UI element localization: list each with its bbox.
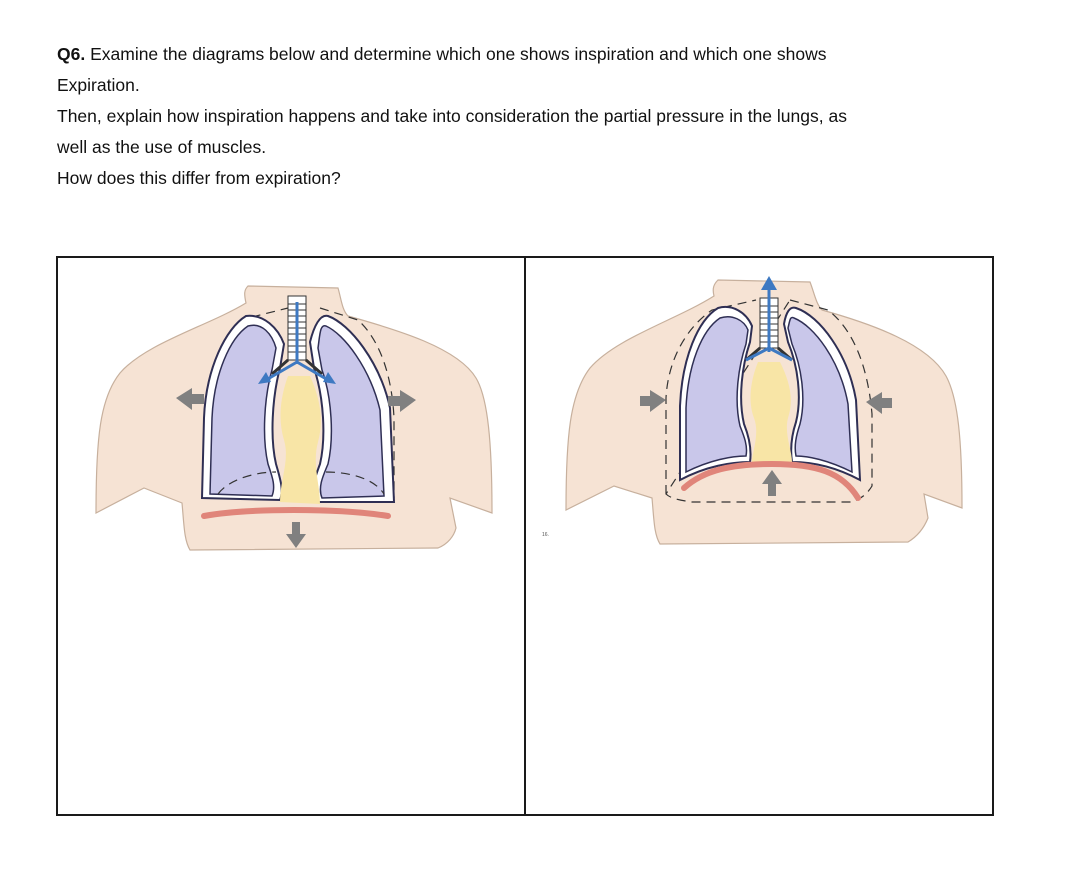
inspiration-diagram [58,258,526,558]
answer-cell-right[interactable] [524,258,992,814]
mediastinum [751,362,792,462]
cell-mark: 16. [542,532,549,538]
question-line-2: Expiration. [57,75,140,95]
mediastinum [280,376,321,504]
question-intro: Examine the diagrams below and determine which one shows inspiration and which one shows [85,44,827,64]
expiration-diagram [526,258,994,558]
answer-cell-left[interactable] [58,258,524,814]
question-line-4: well as the use of muscles. [57,137,267,157]
answer-table [56,256,994,816]
question-line-3: Then, explain how inspiration happens and take into consideration the partial pressure in the lungs, as [57,106,847,126]
question-line-1 [57,39,1017,70]
question-text [57,39,1017,194]
question-line-5: How does this differ from expiration? [57,168,341,188]
question-number: Q6. [57,44,86,64]
